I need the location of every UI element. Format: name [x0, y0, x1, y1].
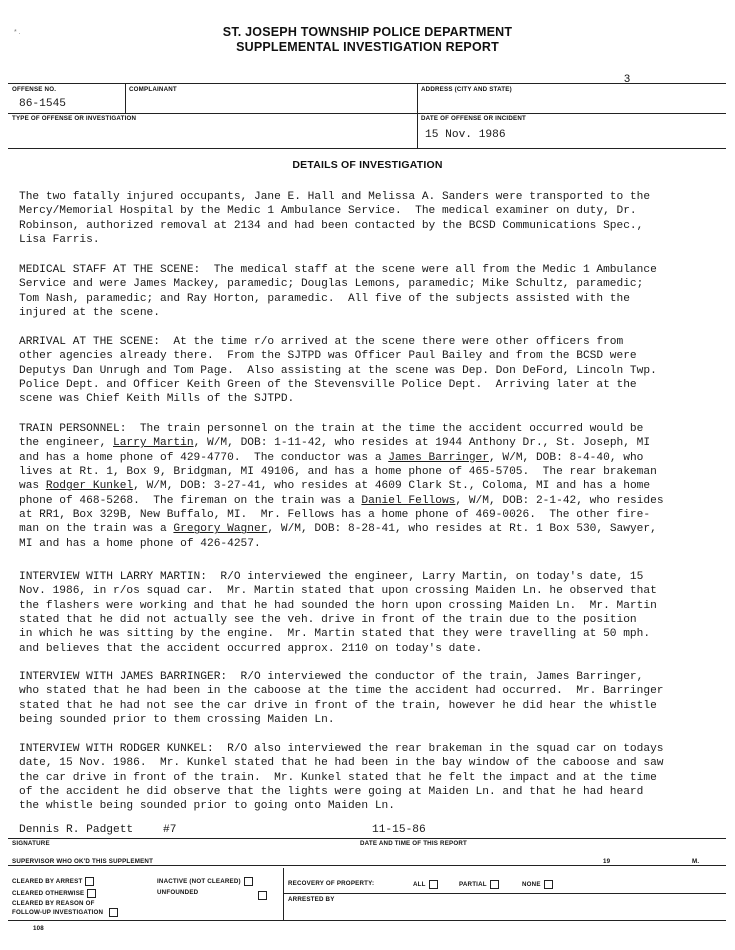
text-segment: the engineer,	[19, 437, 113, 450]
signature-label: SIGNATURE	[12, 840, 50, 847]
inactive	[157, 877, 253, 886]
date-of-offense-label: DATE OF OFFENSE OR INCIDENT	[421, 115, 526, 122]
type-of-offense-label: TYPE OF OFFENSE OR INVESTIGATION	[12, 115, 137, 122]
text-line: Service and were James Mackey, paramedic; Douglas Lemons, paramedic; Mike Schultz, paramedic;	[19, 278, 644, 291]
recovery-partial	[459, 880, 499, 889]
form-mid-rule	[8, 113, 726, 114]
department-title: ST. JOSEPH TOWNSHIP POLICE DEPARTMENT	[222, 25, 513, 39]
report-date: 11-15-86	[372, 824, 426, 836]
paragraph-interview-martin	[19, 570, 724, 656]
details-title: DETAILS OF INVESTIGATION	[292, 159, 443, 171]
paragraph-fatal-occupants	[19, 190, 724, 247]
recovery-partial-label: PARTIAL	[459, 881, 487, 889]
brakeman-name: Rodger Kunkel	[45, 480, 134, 493]
cleared-otherwise-checkbox[interactable]	[87, 889, 96, 898]
conductor-name: James Barringer	[388, 451, 489, 464]
text-line: MI and has a home phone of 426-4257.	[19, 537, 261, 550]
officer-badge: #7	[163, 824, 177, 836]
form-top-rule	[8, 83, 726, 84]
signature-rule	[8, 838, 726, 839]
form-number: 108	[33, 925, 44, 932]
inactive-checkbox[interactable]	[244, 877, 253, 886]
text-segment: , W/M, DOB: 1-11-42, who resides at 1944 Anthony Dr., St. Joseph, MI	[193, 437, 651, 450]
unfounded-checkbox[interactable]	[258, 891, 267, 900]
recovery-none	[522, 880, 553, 889]
text-line: who stated that he had been in the caboose at the time the accident had occurred. Mr. Barringer	[19, 685, 664, 698]
text-line	[19, 436, 724, 450]
recovery-all-label: ALL	[413, 881, 426, 889]
text-line: Deputys Dan Unrugh and Tom Page. Also assisting at the scene was Dep. Don DeFord, Lincoln Twp.	[19, 364, 657, 377]
unfounded-label: UNFOUNDED	[157, 889, 199, 896]
text-line: and believes that the accident occurred approx. 2110 on today's date.	[19, 642, 483, 655]
text-segment: , W/M, DOB: 8-4-40, who	[488, 451, 644, 464]
complainant-label: COMPLAINANT	[129, 86, 177, 93]
year-prefix: 19	[603, 858, 611, 865]
text-line: Police Dept. and Officer Keith Green of the Stevensville Police Dept. Arriving later at the	[19, 379, 637, 392]
text-segment: , W/M, DOB: 3-27-41, who resides at 4609 Clark St., Coloma, MI and has a home	[133, 480, 651, 493]
cleared-otherwise	[12, 889, 96, 898]
text-segment: man on the train was a	[19, 523, 174, 536]
divider-address	[417, 83, 418, 148]
cleared-by-arrest-checkbox[interactable]	[85, 877, 94, 886]
recovery-of-property-label: RECOVERY OF PROPERTY:	[288, 880, 375, 887]
supervisor-label: SUPERVISOR WHO OK'D THIS SUPPLEMENT	[12, 858, 154, 865]
cleared-followup-checkbox[interactable]	[109, 908, 118, 917]
text-line: at RR1, Box 329B, New Buffalo, MI. Mr. Fellows has a home phone of 469-0026. The other fire-	[19, 509, 651, 522]
text-line: Tom Nash, paramedic; and Ray Horton, paramedic. All five of the subjects assisted with the	[19, 292, 630, 305]
inactive-label: INACTIVE (NOT CLEARED)	[157, 878, 241, 886]
divider-offense-complainant	[125, 83, 126, 113]
paragraph-interview-barringer	[19, 670, 724, 727]
text-line	[19, 522, 724, 536]
text-segment: , W/M, DOB: 8-28-41, who resides at Rt. 1 Box 530, Sawyer,	[267, 523, 657, 536]
text-line: injured at the scene.	[19, 307, 160, 320]
date-time-label: DATE AND TIME OF THIS REPORT	[360, 840, 468, 847]
text-line: Lisa Farris.	[19, 234, 100, 247]
form-footer-rule	[8, 920, 726, 921]
text-line: the whistle being sounded prior to going onto Maiden Ln.	[19, 800, 395, 813]
cleared-followup	[12, 908, 118, 917]
text-line: date, 15 Nov. 1986. Mr. Kunkel stated that he had been in the bay window of the caboose and saw	[19, 757, 664, 770]
text-line: lives at Rt. 1, Box 9, Bridgman, MI 49106, and has a home phone of 465-5705. The rear brakeman	[19, 466, 657, 479]
other-fireman-name: Gregory Wagner	[173, 523, 268, 536]
arrested-by-label: ARRESTED BY	[288, 896, 335, 903]
report-type-title: SUPPLEMENTAL INVESTIGATION REPORT	[236, 40, 499, 54]
paragraph-train-personnel	[19, 422, 724, 551]
recovery-none-label: NONE	[522, 881, 541, 889]
text-line: the car drive in front of the train. Mr. Kunkel stated that he felt the impact and at the time	[19, 771, 657, 784]
offense-no-value: 86-1545	[19, 98, 66, 110]
paragraph-medical-staff	[19, 263, 724, 320]
text-line: INTERVIEW WITH RODGER KUNKEL: R/O also interviewed the rear brakeman in the squad car on todays	[19, 743, 664, 755]
officer-signature: Dennis R. Padgett	[19, 824, 134, 836]
cleared-otherwise-label: CLEARED OTHERWISE	[12, 890, 85, 898]
text-segment: phone of 468-5268. The fireman on the train was a	[19, 494, 362, 507]
text-line: Robinson, authorized removal at 2134 and had been contacted by the BCSD Communications Spec.,	[19, 219, 644, 232]
text-line: ARRIVAL AT THE SCENE: At the time r/o arrived at the scene there were other officers from	[19, 336, 624, 348]
page-number: 3	[624, 73, 631, 85]
cleared-followup-label: FOLLOW-UP INVESTIGATION	[12, 909, 104, 917]
form-bottom-rule	[8, 148, 726, 149]
text-segment: and has a home phone of 429-4770. The conductor was a	[19, 451, 389, 464]
text-line	[19, 479, 724, 493]
text-line: TRAIN PERSONNEL: The train personnel on the train at the time the accident occurred would be	[19, 423, 644, 435]
offense-no-label: OFFENSE NO.	[12, 86, 57, 93]
paragraph-arrival	[19, 335, 724, 407]
text-line: other agencies already there. From the SJTPD was Officer Paul Bailey and from the BCSD were	[19, 350, 637, 363]
text-line: in which he was sitting by the engine. Mr. Martin stated that they were travelling at 50 mph.	[19, 628, 651, 641]
text-line: The two fatally injured occupants, Jane E. Hall and Melissa A. Sanders were transported to the	[19, 191, 651, 203]
engineer-name: Larry Martin	[113, 437, 194, 450]
text-line: the flashers were working and that he had sounded the horn upon crossing Maiden Ln. Mr. Martin	[19, 599, 657, 612]
cleared-followup-line1: CLEARED BY REASON OF	[12, 900, 95, 907]
stray-mark: * .	[14, 29, 21, 36]
meridiem-suffix: M.	[692, 858, 700, 865]
cleared-by-arrest-label: CLEARED BY ARREST	[12, 878, 83, 886]
text-line	[19, 494, 724, 508]
date-of-offense-value: 15 Nov. 1986	[425, 129, 506, 141]
text-segment: was	[19, 480, 46, 493]
recovery-all	[413, 880, 438, 889]
text-line: Nov. 1986, in r/os squad car. Mr. Martin stated that upon crossing Maiden Ln. he observed that	[19, 585, 657, 598]
text-line: being sounded prior to them crossing Maiden Ln.	[19, 714, 335, 727]
text-line: scene was Chief Keith Mills of the SJTPD.	[19, 393, 295, 406]
arrested-by-rule	[283, 893, 726, 894]
recovery-all-checkbox[interactable]	[429, 880, 438, 889]
recovery-divider	[283, 868, 284, 920]
paragraph-interview-kunkel	[19, 742, 724, 814]
text-line: stated that he did not actually see the veh. drive in front of the train due to the position	[19, 614, 637, 627]
text-line: INTERVIEW WITH JAMES BARRINGER: R/O interviewed the conductor of the train, James Barringer,	[19, 671, 644, 683]
cleared-by-arrest	[12, 877, 94, 886]
recovery-none-checkbox[interactable]	[544, 880, 553, 889]
recovery-partial-checkbox[interactable]	[490, 880, 499, 889]
text-segment: , W/M, DOB: 2-1-42, who resides	[455, 494, 664, 507]
text-line	[19, 451, 724, 465]
text-line: Mercy/Memorial Hospital by the Medic 1 Ambulance Service. The medical examiner on duty, Dr.	[19, 205, 637, 218]
address-label: ADDRESS (CITY AND STATE)	[421, 86, 512, 93]
text-line: MEDICAL STAFF AT THE SCENE: The medical staff at the scene were all from the Medic 1 Ambulance	[19, 264, 657, 276]
supervisor-rule	[8, 865, 726, 866]
text-line: stated that he had not see the car drive in front of the train, however he did hear the whistle	[19, 699, 657, 712]
text-line: INTERVIEW WITH LARRY MARTIN: R/O interviewed the engineer, Larry Martin, on today's date, 15	[19, 571, 644, 583]
fireman-name: Daniel Fellows	[361, 494, 456, 507]
text-line: of the accident he did observe that the lights were going at Maiden Ln. and that he had heard	[19, 786, 644, 799]
